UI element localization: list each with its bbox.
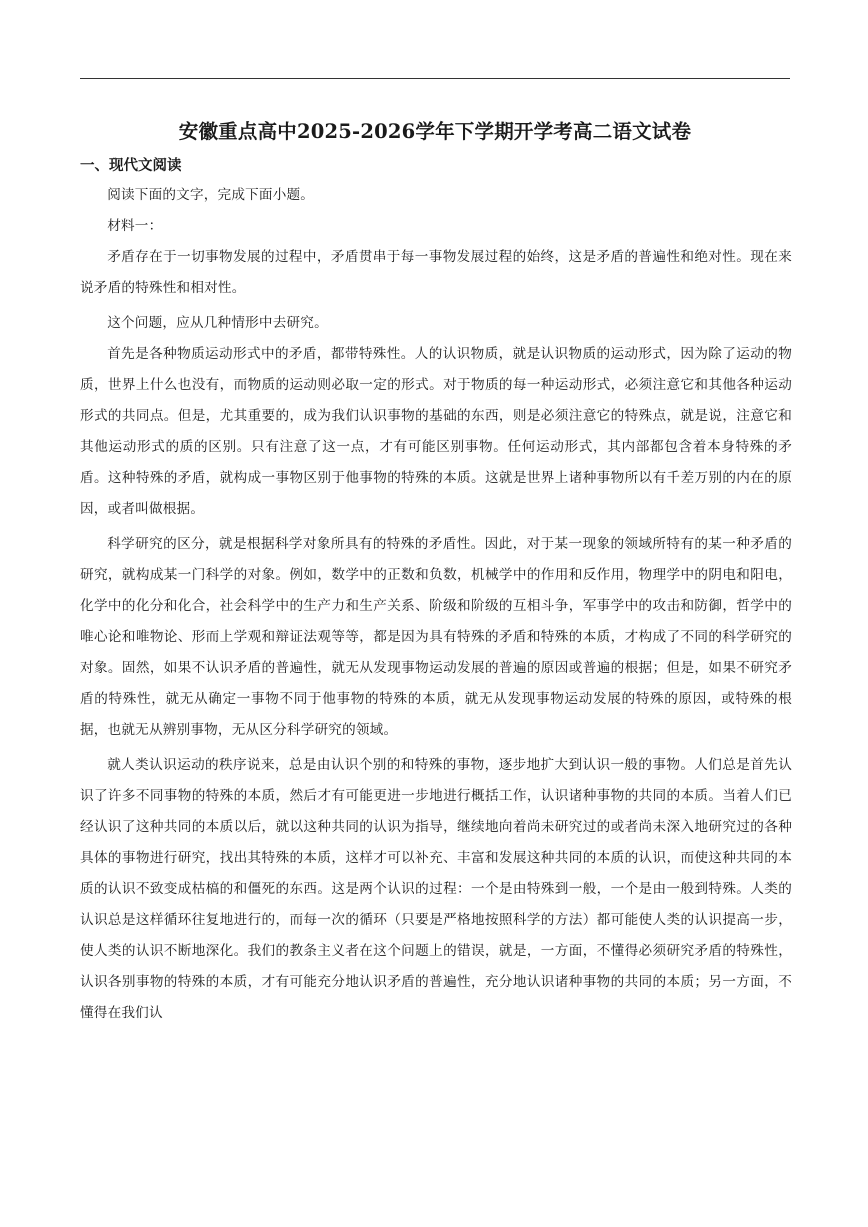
header-rule <box>80 78 790 79</box>
passage-paragraph: 科学研究的区分，就是根据科学对象所具有的特殊的矛盾性。因此，对于某一现象的领域所特有的某一种矛盾的研究，就构成某一门科学的对象。例如，数学中的正数和负数，机械学中的作用和反作用，物理学中的阴电和阳电，化学中的化分和化合，社会科学中的生产力和生产关系、阶级和阶级的互相斗争，军事学中的攻击和防御，哲学中的唯心论和唯物论、形而上学观和辩证法观等等，都是因为具有特殊的矛盾和特殊的本质，才构成了不同的科学研究的对象。固然，如果不认识矛盾的普遍性，就无从发现事物运动发展的普遍的原因或普遍的根据；但是，如果不研究矛盾的特殊性，就无从确定一事物不同于他事物的特殊的本质，就无从发现事物运动发展的特殊的原因，或特殊的根据，也就无从辨别事物，无从区分科学研究的领域。 <box>80 536 792 738</box>
material-label: 材料一： <box>107 218 163 234</box>
passage-paragraph: 矛盾存在于一切事物发展的过程中，矛盾贯串于每一事物发展过程的始终，这是矛盾的普遍性和绝对性。现在来说矛盾的特殊性和相对性。 <box>80 249 792 296</box>
instruction-paragraph: 阅读下面的文字，完成下面小题。 <box>107 187 315 203</box>
passage-paragraph: 首先是各种物质运动形式中的矛盾，都带特殊性。人的认识物质，就是认识物质的运动形式，因为除了运动的物质，世界上什么也没有，而物质的运动则必取一定的形式。对于物质的每一种运动形式，必须注意它和其他各种运动形式的共同点。但是，尤其重要的，成为我们认识事物的基础的东西，则是必须注意它的特殊点，就是说，注意它和其他运动形式的质的区别。只有注意了这一点，才有可能区别事物。任何运动形式，其内部都包含着本身特殊的矛盾。这种特殊的矛盾，就构成一事物区别于他事物的特殊的本质。这就是世界上诸种事物所以有千差万别的内在的原因，或者叫做根据。 <box>80 346 792 517</box>
exam-title: 安徽重点高中2025-2026学年下学期开学考高二语文试卷 <box>178 120 692 143</box>
reading-passage <box>80 180 792 1029</box>
section-heading: 一、现代文阅读 <box>80 158 182 174</box>
passage-paragraph: 这个问题，应从几种情形中去研究。 <box>107 315 328 331</box>
passage-paragraph: 就人类认识运动的秩序说来，总是由认识个别的和特殊的事物，逐步地扩大到认识一般的事物。人们总是首先认识了许多不同事物的特殊的本质，然后才有可能更进一步地进行概括工作，认识诸种事物的共同的本质。当着人们已经认识了这种共同的本质以后，就以这种共同的认识为指导，继续地向着尚未研究过的或者尚未深入地研究过的各种具体的事物进行研究，找出其特殊的本质，这样才可以补充、丰富和发展这种共同的本质的认识，而使这种共同的本质的认识不致变成枯槁的和僵死的东西。这是两个认识的过程：一个是由特殊到一般，一个是由一般到特殊。人类的认识总是这样循环往复地进行的，而每一次的循环（只要是严格地按照科学的方法）都可能使人类的认识提高一步，使人类的认识不断地深化。我们的教条主义者在这个问题上的错误，就是，一方面，不懂得必须研究矛盾的特殊性，认识各别事物的特殊的本质，才有可能充分地认识矛盾的普遍性，充分地认识诸种事物的共同的本质；另一方面，不懂得在我们认 <box>80 757 792 1021</box>
